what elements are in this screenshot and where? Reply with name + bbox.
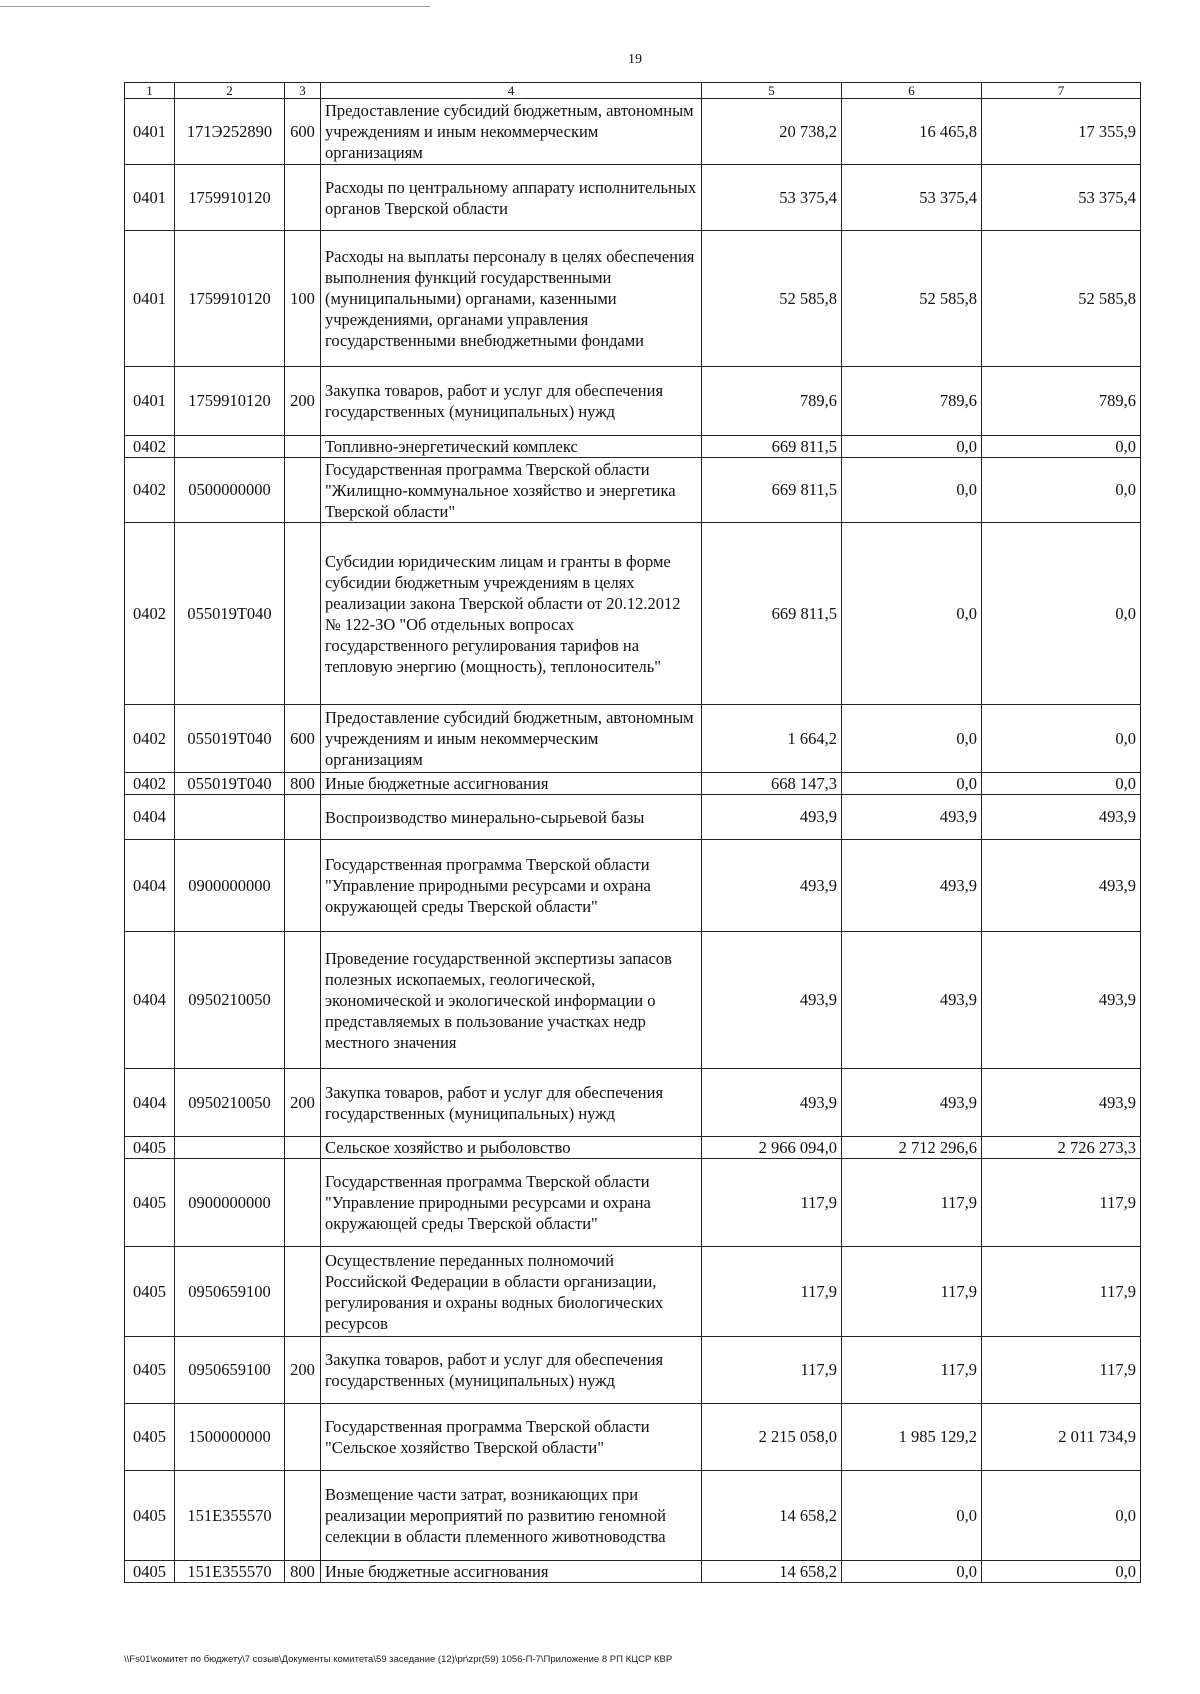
value-col-5: 117,9 — [702, 1337, 842, 1404]
expense-type — [285, 165, 321, 231]
value-col-7: 0,0 — [982, 1561, 1141, 1583]
value-col-5: 117,9 — [702, 1247, 842, 1337]
scan-edge-line — [0, 6, 430, 7]
expense-type — [285, 1159, 321, 1247]
row-name: Государственная программа Тверской области "Управление природными ресурсами и охрана окружающей среды Тверской области" — [321, 840, 702, 932]
section-code: 0402 — [125, 523, 175, 705]
section-code: 0402 — [125, 458, 175, 523]
row-name: Сельское хозяйство и рыболовство — [321, 1137, 702, 1159]
target-code: 055019Т040 — [175, 523, 285, 705]
row-name: Предоставление субсидий бюджетным, автономным учреждениям и иным некоммерческим организациям — [321, 99, 702, 165]
header-col-5: 5 — [702, 83, 842, 99]
target-code: 055019Т040 — [175, 705, 285, 773]
section-code: 0404 — [125, 795, 175, 840]
value-col-6: 493,9 — [842, 932, 982, 1069]
table-row — [125, 1247, 1141, 1337]
row-name: Расходы на выплаты персоналу в целях обеспечения выполнения функций государственными (муниципальными) органами, казенными учреждениями, органами управления государственными внебюджетными фондами — [321, 231, 702, 367]
row-name: Закупка товаров, работ и услуг для обеспечения государственных (муниципальных) нужд — [321, 1069, 702, 1137]
target-code: 1500000000 — [175, 1404, 285, 1471]
value-col-7: 117,9 — [982, 1247, 1141, 1337]
value-col-7: 52 585,8 — [982, 231, 1141, 367]
row-name: Государственная программа Тверской области "Сельское хозяйство Тверской области" — [321, 1404, 702, 1471]
budget-table — [124, 82, 1141, 1583]
section-code: 0405 — [125, 1404, 175, 1471]
table-row — [125, 840, 1141, 932]
target-code: 0950659100 — [175, 1247, 285, 1337]
target-code: 0950210050 — [175, 1069, 285, 1137]
value-col-7: 493,9 — [982, 795, 1141, 840]
value-col-7: 493,9 — [982, 840, 1141, 932]
section-code: 0401 — [125, 231, 175, 367]
table-row — [125, 523, 1141, 705]
table-row — [125, 1159, 1141, 1247]
value-col-5: 14 658,2 — [702, 1471, 842, 1561]
value-col-5: 14 658,2 — [702, 1561, 842, 1583]
header-col-6: 6 — [842, 83, 982, 99]
value-col-6: 16 465,8 — [842, 99, 982, 165]
table-row — [125, 795, 1141, 840]
value-col-7: 0,0 — [982, 458, 1141, 523]
expense-type — [285, 1137, 321, 1159]
table-row — [125, 773, 1141, 795]
value-col-7: 789,6 — [982, 367, 1141, 436]
table-row — [125, 231, 1141, 367]
value-col-6: 789,6 — [842, 367, 982, 436]
table-row — [125, 1137, 1141, 1159]
value-col-5: 669 811,5 — [702, 436, 842, 458]
value-col-5: 52 585,8 — [702, 231, 842, 367]
target-code: 0950659100 — [175, 1337, 285, 1404]
value-col-6: 1 985 129,2 — [842, 1404, 982, 1471]
value-col-6: 0,0 — [842, 773, 982, 795]
value-col-5: 2 215 058,0 — [702, 1404, 842, 1471]
value-col-6: 2 712 296,6 — [842, 1137, 982, 1159]
value-col-5: 789,6 — [702, 367, 842, 436]
row-name: Воспроизводство минерально-сырьевой базы — [321, 795, 702, 840]
value-col-5: 493,9 — [702, 840, 842, 932]
value-col-7: 0,0 — [982, 523, 1141, 705]
value-col-7: 0,0 — [982, 1471, 1141, 1561]
row-name: Расходы по центральному аппарату исполнительных органов Тверской области — [321, 165, 702, 231]
value-col-6: 0,0 — [842, 1471, 982, 1561]
row-name: Иные бюджетные ассигнования — [321, 773, 702, 795]
row-name: Государственная программа Тверской области "Управление природными ресурсами и охрана окружающей среды Тверской области" — [321, 1159, 702, 1247]
value-col-7: 493,9 — [982, 932, 1141, 1069]
section-code: 0401 — [125, 165, 175, 231]
value-col-5: 668 147,3 — [702, 773, 842, 795]
value-col-7: 117,9 — [982, 1159, 1141, 1247]
target-code: 151Е355570 — [175, 1471, 285, 1561]
expense-type: 200 — [285, 367, 321, 436]
target-code: 1759910120 — [175, 367, 285, 436]
expense-type — [285, 840, 321, 932]
section-code: 0404 — [125, 932, 175, 1069]
value-col-7: 2 011 734,9 — [982, 1404, 1141, 1471]
section-code: 0405 — [125, 1561, 175, 1583]
value-col-5: 20 738,2 — [702, 99, 842, 165]
table-row — [125, 458, 1141, 523]
table-row — [125, 99, 1141, 165]
row-name: Субсидии юридическим лицам и гранты в форме субсидии бюджетным учреждениям в целях реализации закона Тверской области от 20.12.2012 № 122-ЗО "Об отдельных вопросах государственного регулирования тарифов на тепловую энергию (мощность), теплоноситель" — [321, 523, 702, 705]
value-col-6: 53 375,4 — [842, 165, 982, 231]
value-col-5: 493,9 — [702, 795, 842, 840]
table-row — [125, 705, 1141, 773]
file-path-footer: \\Fs01\комитет по бюджету\7 созыв\Документы комитета\59 заседание (12)\pr\zpr(59) 1056-П-7\Приложение 8 РП КЦСР КВР — [124, 1654, 673, 1665]
value-col-5: 1 664,2 — [702, 705, 842, 773]
value-col-5: 493,9 — [702, 1069, 842, 1137]
value-col-7: 0,0 — [982, 705, 1141, 773]
value-col-7: 17 355,9 — [982, 99, 1141, 165]
section-code: 0405 — [125, 1471, 175, 1561]
section-code: 0405 — [125, 1337, 175, 1404]
table-row — [125, 1561, 1141, 1583]
section-code: 0401 — [125, 367, 175, 436]
expense-type — [285, 1404, 321, 1471]
section-code: 0402 — [125, 436, 175, 458]
section-code: 0404 — [125, 840, 175, 932]
section-code: 0404 — [125, 1069, 175, 1137]
value-col-6: 117,9 — [842, 1159, 982, 1247]
value-col-7: 2 726 273,3 — [982, 1137, 1141, 1159]
expense-type — [285, 1471, 321, 1561]
value-col-6: 493,9 — [842, 840, 982, 932]
expense-type: 600 — [285, 99, 321, 165]
target-code: 1759910120 — [175, 231, 285, 367]
value-col-5: 493,9 — [702, 932, 842, 1069]
target-code: 0500000000 — [175, 458, 285, 523]
table-row — [125, 1069, 1141, 1137]
section-code: 0401 — [125, 99, 175, 165]
row-name: Возмещение части затрат, возникающих при реализации мероприятий по развитию геномной селекции в области племенного животноводства — [321, 1471, 702, 1561]
table-row — [125, 165, 1141, 231]
value-col-6: 0,0 — [842, 523, 982, 705]
expense-type — [285, 436, 321, 458]
header-col-1: 1 — [125, 83, 175, 99]
value-col-6: 493,9 — [842, 1069, 982, 1137]
header-col-2: 2 — [175, 83, 285, 99]
expense-type — [285, 932, 321, 1069]
table-row — [125, 1471, 1141, 1561]
target-code — [175, 795, 285, 840]
value-col-7: 493,9 — [982, 1069, 1141, 1137]
expense-type — [285, 458, 321, 523]
expense-type — [285, 1247, 321, 1337]
row-name: Иные бюджетные ассигнования — [321, 1561, 702, 1583]
row-name: Предоставление субсидий бюджетным, автономным учреждениям и иным некоммерческим организациям — [321, 705, 702, 773]
expense-type: 800 — [285, 1561, 321, 1583]
expense-type — [285, 795, 321, 840]
value-col-6: 117,9 — [842, 1337, 982, 1404]
target-code: 055019Т040 — [175, 773, 285, 795]
table-row — [125, 1337, 1141, 1404]
expense-type: 200 — [285, 1337, 321, 1404]
header-row — [125, 83, 1141, 99]
value-col-5: 53 375,4 — [702, 165, 842, 231]
target-code: 0950210050 — [175, 932, 285, 1069]
table-row — [125, 932, 1141, 1069]
value-col-5: 669 811,5 — [702, 458, 842, 523]
value-col-6: 117,9 — [842, 1247, 982, 1337]
page-number: 19 — [628, 52, 642, 67]
target-code — [175, 436, 285, 458]
expense-type: 800 — [285, 773, 321, 795]
target-code: 0900000000 — [175, 1159, 285, 1247]
value-col-5: 117,9 — [702, 1159, 842, 1247]
target-code: 1759910120 — [175, 165, 285, 231]
section-code: 0405 — [125, 1137, 175, 1159]
target-code — [175, 1137, 285, 1159]
value-col-6: 0,0 — [842, 436, 982, 458]
header-col-3: 3 — [285, 83, 321, 99]
value-col-5: 2 966 094,0 — [702, 1137, 842, 1159]
table-row — [125, 367, 1141, 436]
row-name: Закупка товаров, работ и услуг для обеспечения государственных (муниципальных) нужд — [321, 1337, 702, 1404]
section-code: 0405 — [125, 1159, 175, 1247]
row-name: Закупка товаров, работ и услуг для обеспечения государственных (муниципальных) нужд — [321, 367, 702, 436]
value-col-6: 0,0 — [842, 705, 982, 773]
section-code: 0402 — [125, 705, 175, 773]
row-name: Осуществление переданных полномочий Российской Федерации в области организации, регулирования и охраны водных биологических ресурсов — [321, 1247, 702, 1337]
target-code: 171Э252890 — [175, 99, 285, 165]
expense-type — [285, 523, 321, 705]
row-name: Топливно-энергетический комплекс — [321, 436, 702, 458]
header-col-7: 7 — [982, 83, 1141, 99]
value-col-6: 0,0 — [842, 1561, 982, 1583]
target-code: 151Е355570 — [175, 1561, 285, 1583]
table-row — [125, 1404, 1141, 1471]
table-row — [125, 436, 1141, 458]
section-code: 0405 — [125, 1247, 175, 1337]
section-code: 0402 — [125, 773, 175, 795]
value-col-6: 493,9 — [842, 795, 982, 840]
value-col-7: 117,9 — [982, 1337, 1141, 1404]
value-col-7: 0,0 — [982, 436, 1141, 458]
value-col-7: 53 375,4 — [982, 165, 1141, 231]
expense-type: 200 — [285, 1069, 321, 1137]
value-col-6: 0,0 — [842, 458, 982, 523]
value-col-6: 52 585,8 — [842, 231, 982, 367]
row-name: Государственная программа Тверской области "Жилищно-коммунальное хозяйство и энергетика Тверской области" — [321, 458, 702, 523]
header-col-4: 4 — [321, 83, 702, 99]
value-col-5: 669 811,5 — [702, 523, 842, 705]
row-name: Проведение государственной экспертизы запасов полезных ископаемых, геологической, экономической и экологической информации о представляемых в пользование участках недр местного значения — [321, 932, 702, 1069]
target-code: 0900000000 — [175, 840, 285, 932]
value-col-7: 0,0 — [982, 773, 1141, 795]
expense-type: 600 — [285, 705, 321, 773]
expense-type: 100 — [285, 231, 321, 367]
